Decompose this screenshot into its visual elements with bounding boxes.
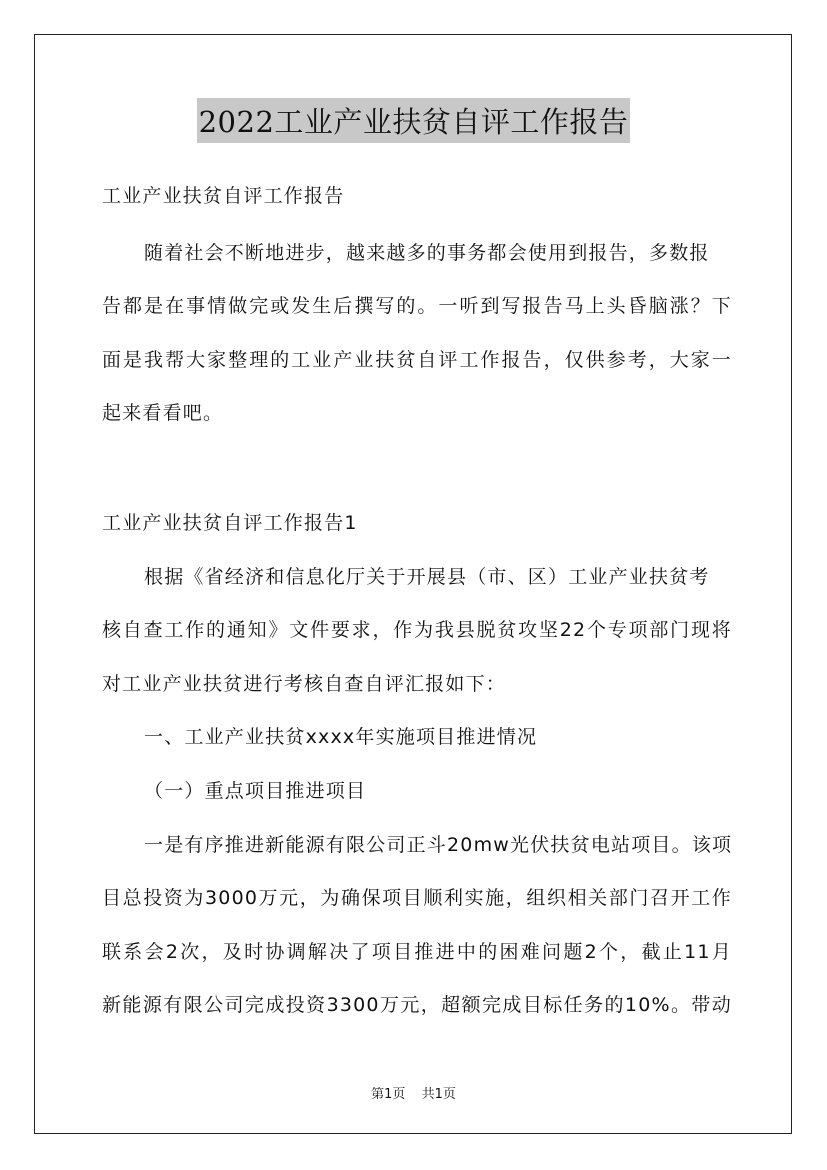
paragraph-line: 随着社会不断地进步，越来越多的事务都会使用到报告，多数报 [144, 242, 710, 264]
subsection-heading: （一）重点项目推进项目 [144, 780, 367, 802]
paragraph-line: 起来看看吧。 [102, 402, 224, 424]
title-wrapper [0, 98, 827, 143]
paragraph-line: 联系会2次，及时协调解决了项目推进中的困难问题2个，截止11月 [102, 941, 732, 963]
page-footer [0, 1083, 827, 1102]
paragraph-line: 对工业产业扶贫进行考核自查自评汇报如下： [102, 673, 507, 695]
paragraph-line: 一是有序推进新能源有限公司正斗20mw光伏扶贫电站项目。该项 [144, 834, 733, 856]
paragraph-line: 面是我帮大家整理的工业产业扶贫自评工作报告，仅供参考，大家一 [102, 349, 732, 371]
paragraph-line: 核自查工作的通知》文件要求，作为我县脱贫攻坚22个专项部门现将 [102, 619, 732, 641]
paragraph-line: 根据《省经济和信息化厅关于开展县（市、区）工业产业扶贫考 [144, 566, 710, 588]
subsection-heading: 一、工业产业扶贫xxxx年实施项目推进情况 [144, 726, 538, 748]
paragraph-line: 告都是在事情做完或发生后撰写的。一听到写报告马上头昏脑涨？下 [102, 295, 732, 317]
paragraph-line: 目总投资为3000万元，为确保项目顺利实施，组织相关部门召开工作 [102, 887, 732, 909]
page-number: 第1页 [371, 1087, 406, 1102]
paragraph-line: 新能源有限公司完成投资3300万元，超额完成目标任务的10%。带动 [102, 994, 732, 1016]
page-total: 共1页 [421, 1087, 456, 1102]
document-title: 2022工业产业扶贫自评工作报告 [197, 98, 631, 143]
subtitle-line: 工业产业扶贫自评工作报告 [102, 185, 345, 207]
section-heading: 工业产业扶贫自评工作报告1 [102, 512, 358, 534]
